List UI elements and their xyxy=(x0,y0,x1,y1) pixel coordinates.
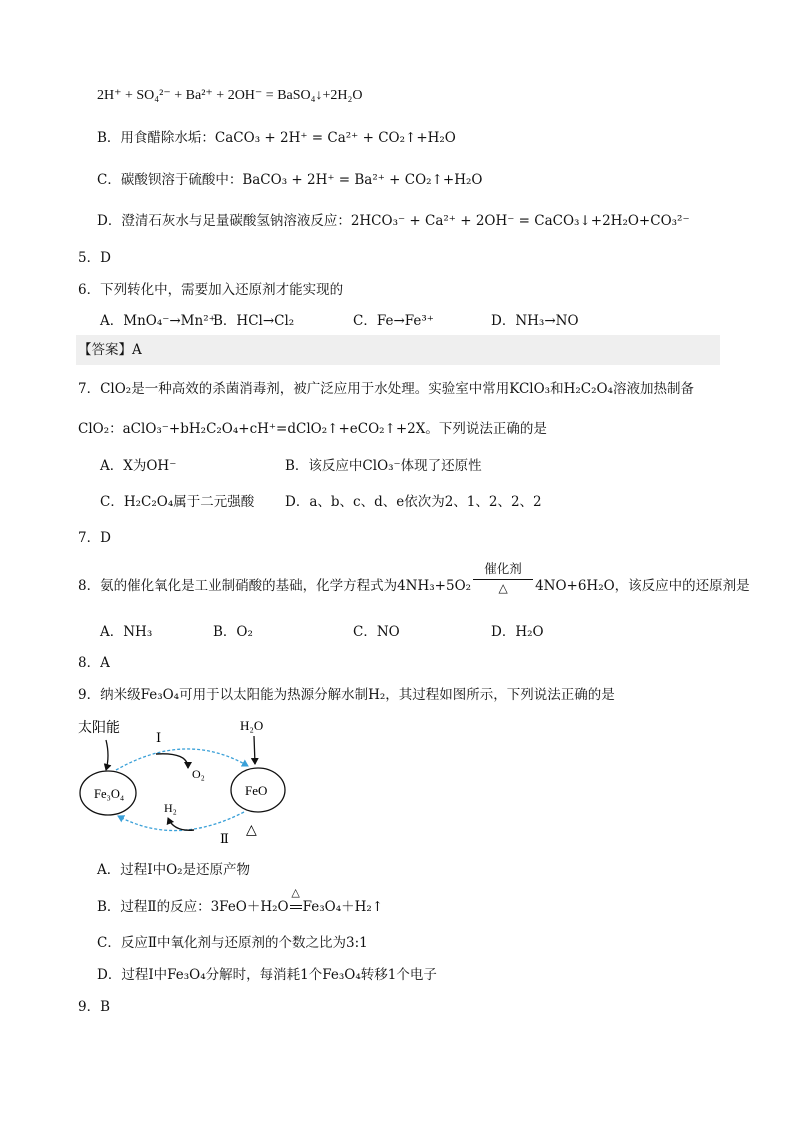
answer-8: 8．A xyxy=(78,655,110,671)
q9-b-text-after: Fe₃O₄＋H₂↑ xyxy=(302,899,384,915)
fe3o4-label: Fe₃O₄ xyxy=(94,787,125,801)
answer-7: 7．D xyxy=(78,530,111,546)
heat-symbol: △ xyxy=(246,823,257,838)
q8-text-before: 8．氨的催化氧化是工业制硝酸的基础，化学方程式为4NH₃+5O₂ xyxy=(78,578,472,594)
sun-label: 太阳能 xyxy=(78,721,120,736)
fe3o4-water-splitting-diagram xyxy=(76,712,306,844)
question-7-line2: ClO₂：aClO₃⁻+bH₂C₂O₄+cH⁺=dClO₂↑+eCO₂↑+2X。下列说法正确的是 xyxy=(78,421,547,437)
q9-option-c: C．反应Ⅱ中氧化剂与还原剂的个数之比为3:1 xyxy=(97,935,368,951)
q8-option-a: A．NH₃ xyxy=(100,624,153,640)
q4-option-a-equation: 2H⁺ + SO₄²⁻ + Ba²⁺ + 2OH⁻ = BaSO₄↓+2H₂O xyxy=(97,88,363,103)
q8-option-d: D．H₂O xyxy=(491,624,544,640)
q6-option-c: C．Fe→Fe³⁺ xyxy=(353,313,434,329)
h2o-input-arrow xyxy=(254,736,255,764)
q4-option-c: C．碳酸钡溶于硫酸中：BaCO₃ + 2H⁺ = Ba²⁺ + CO₂↑+H₂O xyxy=(97,172,483,188)
step1-dashed-arrow xyxy=(116,749,248,770)
q7-option-b: B．该反应中ClO₃⁻体现了还原性 xyxy=(285,458,482,474)
heat-equals-sign xyxy=(289,886,303,917)
feo-label: FeO xyxy=(245,783,268,798)
heat-label: △ xyxy=(498,581,508,595)
q9-b-heat: △ xyxy=(291,886,300,899)
h2-label: H₂ xyxy=(164,801,177,815)
q8-option-b: B．O₂ xyxy=(213,624,253,640)
q7-option-a: A．X为OH⁻ xyxy=(100,458,177,474)
q9-option-a: A．过程Ⅰ中O₂是还原产物 xyxy=(97,862,251,878)
question-6: 6．下列转化中，需要加入还原剂才能实现的 xyxy=(78,282,344,298)
q4-option-b: B．用食醋除水垢：CaCO₃ + 2H⁺ = Ca²⁺ + CO₂↑+H₂O xyxy=(97,130,456,146)
q8-text-after: 4NO+6H₂O，该反应中的还原剂是 xyxy=(535,578,750,594)
question-7-line1: 7．ClO₂是一种高效的杀菌消毒剂，被广泛应用于水处理。实验室中常用KClO₃和H₂C₂O₄溶液加热制备 xyxy=(78,381,694,397)
answer-9: 9．B xyxy=(78,999,111,1015)
o2-label: O₂ xyxy=(192,767,205,781)
step2-label: Ⅱ xyxy=(220,831,229,844)
answer-5: 5．D xyxy=(78,250,111,266)
sun-input-arrow xyxy=(106,740,108,770)
q4-option-d: D．澄清石灰水与足量碳酸氢钠溶液反应：2HCO₃⁻ + Ca²⁺ + 2OH⁻ = CaCO₃↓+2H₂O+CO₃²⁻ xyxy=(97,213,690,229)
q9-b-text-before: B．过程Ⅱ的反应：3FeO＋H₂O xyxy=(97,899,289,915)
catalyst-arrow xyxy=(471,561,535,596)
q7-option-d: D．a、b、c、d、e依次为2、1、2、2、2 xyxy=(285,494,542,510)
q6-option-b: B．HCl→Cl₂ xyxy=(213,313,295,329)
q7-option-c: C．H₂C₂O₄属于二元强酸 xyxy=(100,494,255,510)
h2o-label: H₂O xyxy=(240,718,264,733)
answer-box-text: 【答案】A xyxy=(78,342,142,358)
q8-option-c: C．NO xyxy=(353,624,400,640)
q6-option-d: D．NH₃→NO xyxy=(491,313,579,329)
q9-option-d: D．过程Ⅰ中Fe₃O₄分解时，每消耗1个Fe₃O₄转移1个电子 xyxy=(97,967,437,983)
question-8 xyxy=(78,561,750,596)
h2-release-arrow xyxy=(168,818,194,830)
q6-option-a: A．MnO₄⁻→Mn²⁺ xyxy=(100,313,216,329)
step2-dashed-arrow xyxy=(118,812,244,831)
question-9: 9．纳米级Fe₃O₄可用于以太阳能为热源分解水制H₂，其过程如图所示，下列说法正确的是 xyxy=(78,687,615,703)
catalyst-label: 催化剂 xyxy=(484,561,522,576)
o2-release-arrow xyxy=(156,754,188,768)
step1-label: Ⅰ xyxy=(156,730,162,745)
answer-box xyxy=(76,335,720,365)
q9-option-b xyxy=(97,886,384,917)
